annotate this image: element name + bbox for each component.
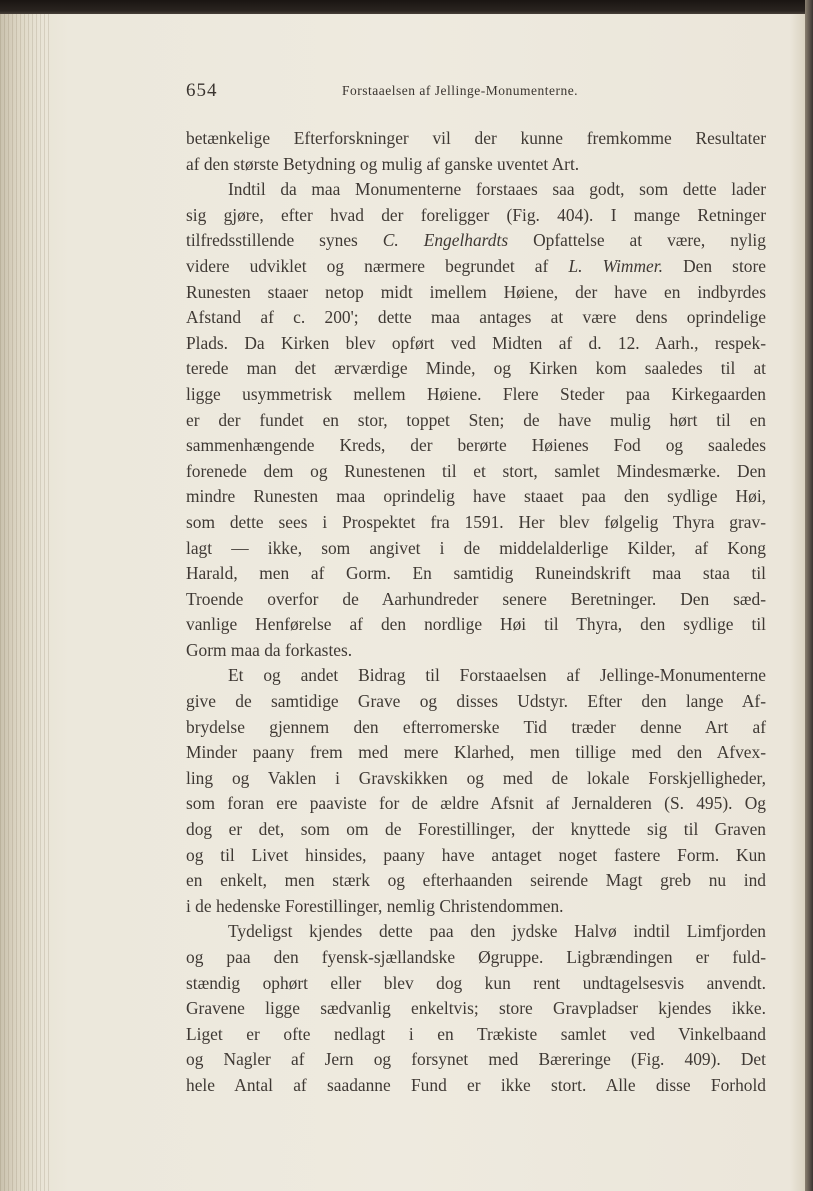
text-line: lagt — ikke, som angivet i de middelalderlige Kilder, af Kong [186,537,766,558]
text-segment: videre udviklet og nærmere begrundet af [186,255,549,276]
text-line: og paa den fyensk-sjællandske Øgruppe. Ligbrændingen er fuld- [186,947,766,967]
text-line: ling og Vaklen i Gravskikken og med de lokale Forskjelligheder, [186,767,766,788]
running-title: Forstaaelsen af Jellinge-Monumenterne. [342,83,579,98]
text-segment: Opfattelse at være, nylig [533,230,766,251]
text-line: er der fundet en stor, toppet Sten; de have mulig hørt til en [186,409,766,430]
text-line: Gorm maa da forkastes. [186,639,353,660]
text-line: vanlige Henførelse af den nordlige Høi til Thyra, den sydlige til [186,614,766,635]
text-line: hele Antal af saadanne Fund er ikke stort. Alle disse Forhold [186,1074,766,1095]
paragraph-start-line: Tydeligst kjendes dette paa den jydske Halvø indtil Limfjorden [228,921,766,942]
text-line: i de hedenske Forestillinger, nemlig Christendommen. [186,895,564,916]
text-line: Minder paany frem med mere Klarhed, men tillige med den Afvex- [186,742,766,763]
text-line: Plads. Da Kirken blev opført ved Midten af d. 12. Aarh., respek- [186,332,766,353]
text-line: Gravene ligge sædvanlig enkeltvis; store Gravpladser kjendes ikke. [186,998,766,1019]
author-name: L. Wimmer. [568,255,663,276]
text-segment: tilfredsstillende synes [186,230,358,251]
text-line [186,228,766,254]
text-line: mindre Runesten maa oprindelig have staaet paa den sydlige Høi, [186,486,766,507]
paragraph-start-line: Et og andet Bidrag til Forstaaelsen af Jellinge-Monumenterne [228,665,766,686]
text-line: og Nagler af Jern og forsynet med Bæreringe (Fig. 409). Det [186,1049,766,1070]
page-number: 654 [186,80,218,101]
text-line: give de samtidige Grave og disses Udstyr. Efter den lange Af- [186,691,766,712]
text-line: Harald, men af Gorm. En samtidig Runeindskrift maa staa til [186,563,766,584]
text-line: dog er det, som om de Forestillinger, der knyttede sig til Graven [186,819,766,840]
text-line: Afstand af c. 200'; dette maa antages at være dens oprindelige [186,307,766,328]
text-line [186,254,766,280]
paragraph-start-line: Indtil da maa Monumenterne forstaaes saa godt, som dette lader [228,179,766,200]
text-line: Runesten staaer netop midt imellem Høiene, der have en indbyrdes [186,281,766,302]
text-line: ligge usymmetrisk mellem Høiene. Flere Steder paa Kirkegaarden [186,383,766,404]
text-line: sig gjøre, efter hvad der foreligger (Fig. 404). I mange Retninger [186,204,766,225]
text-line: som dette sees i Prospektet fra 1591. Her blev følgelig Thyra grav- [186,511,766,532]
book-gutter [0,14,52,1191]
text-line: betænkelige Efterforskninger vil der kunne fremkomme Resultater [186,128,766,148]
text-line: terede man det ærværdige Minde, og Kirken kom saaledes til at [186,358,766,379]
text-line: Liget er ofte nedlagt i en Trækiste samlet ved Vinkelbaand [186,1023,766,1044]
text-line: af den største Betydning og mulig af ganske uventet Art. [186,153,580,174]
text-line: stændig ophørt eller blev dog kun rent undtagelsesvis anvendt. [186,972,766,993]
text-segment: Den store [683,255,766,276]
text-line: brydelse gjennem den efterromerske Tid træder denne Art af [186,716,766,737]
text-line: en enkelt, men stærk og efterhaanden seirende Magt greb nu ind [186,870,766,891]
page-header [186,80,766,110]
text-line: som foran ere paaviste for de ældre Afsnit af Jernalderen (S. 495). Og [186,793,766,814]
text-line: Troende overfor de Aarhundreder senere Beretninger. Den sæd- [186,588,766,609]
text-line: sammenhængende Kreds, der berørte Høienes Fod og saaledes [186,435,766,456]
page-edge [805,0,813,1191]
body-text [186,126,766,1099]
text-line: forenede dem og Runestenen til et stort, samlet Mindesmærke. Den [186,460,766,481]
text-line: og til Livet hinsides, paany have antaget noget fastere Form. Kun [186,844,766,865]
author-name: C. Engelhardts [382,230,509,251]
